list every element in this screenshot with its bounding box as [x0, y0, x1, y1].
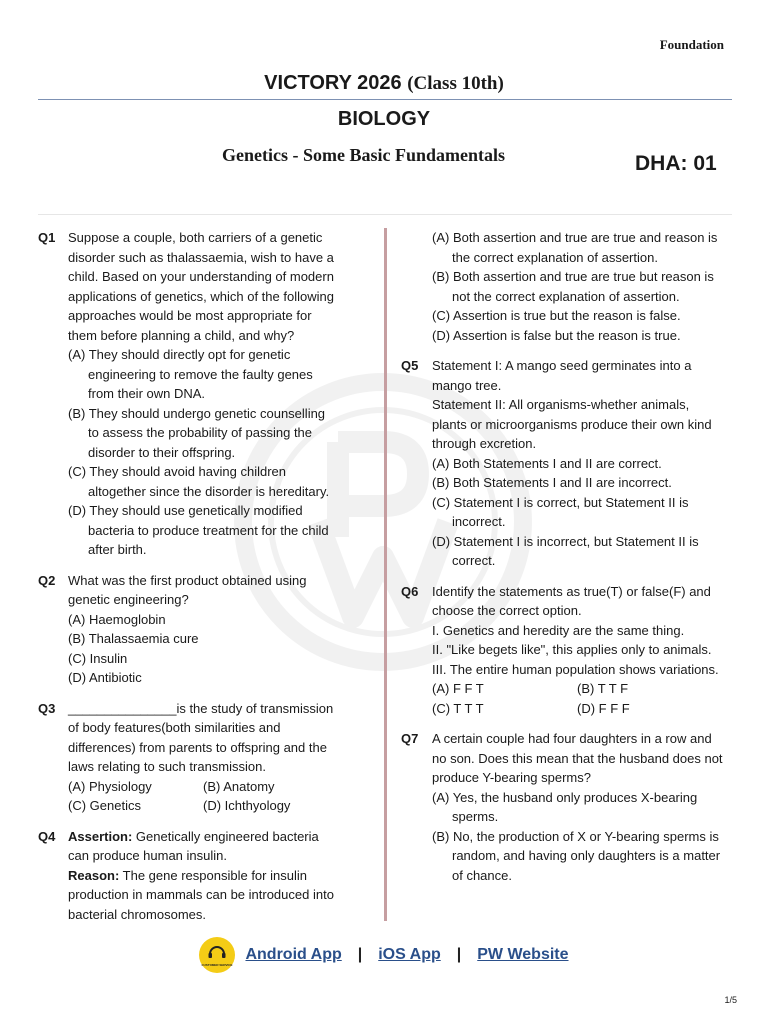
left-column	[38, 228, 338, 935]
option-d: (D) They should use genetically modified bacteria to produce treatment for the child after birth.	[68, 503, 329, 557]
question-text: Suppose a couple, both carriers of a genetic disorder such as thalassaemia, wish to have a child. Based on your understanding of modern applications of genetics, which of the following approaches would be most appropriate for them before planning a child, and why?	[68, 230, 334, 343]
right-column	[401, 228, 726, 896]
reason-text	[68, 866, 338, 925]
android-app-link[interactable]: Android App	[245, 946, 342, 963]
question-number: Q2	[38, 572, 56, 588]
option-b: (B) Thalassaemia cure	[68, 631, 199, 646]
option-d: (D) F F F	[577, 700, 630, 716]
options-row-2	[432, 699, 726, 719]
question-6	[401, 582, 726, 719]
pw-website-link[interactable]: PW Website	[477, 946, 569, 963]
option-d: (D) Assertion is false but the reason is true.	[432, 327, 681, 343]
question-3	[38, 699, 338, 816]
question-7	[401, 729, 726, 885]
question-number: Q1	[38, 230, 56, 245]
chapter-title: Genetics - Some Basic Fundamentals	[222, 145, 505, 165]
subject-heading: BIOLOGY	[337, 108, 431, 130]
statement-2: Statement II: All organisms-whether animals, plants or microorganisms produce their own kind through excretion.	[432, 397, 712, 451]
option-b: (B) Both Statements I and II are incorrect.	[432, 475, 672, 490]
question-number: Q7	[401, 731, 419, 746]
option-b: (B) Anatomy	[203, 778, 275, 794]
option-d: (D) Statement I is incorrect, but Statement II is correct.	[432, 533, 699, 568]
statement-3: III. The entire human population shows variations.	[432, 661, 719, 677]
page-number: 1/5	[724, 995, 737, 1005]
option-b: (B) No, the production of X or Y-bearing sperms is random, and having only daughters is a matter of chance.	[432, 828, 721, 883]
question-number: Q5	[401, 358, 419, 373]
title-class: (Class 10th)	[407, 73, 504, 94]
option-b: (B) They should undergo genetic counselling to assess the probability of passing the disorder to their offspring.	[68, 405, 326, 460]
option-c: (C) Assertion is true but the reason is false.	[432, 308, 681, 323]
question-1	[38, 228, 338, 560]
option-a: (A) Both Statements I and II are correct.	[432, 455, 662, 471]
option-c: (C) They should avoid having children altogether since the disorder is hereditary.	[68, 464, 330, 499]
question-text: A certain couple had four daughters in a row and no son. Does this mean that the husband does not produce Y-bearing sperms?	[432, 731, 723, 785]
statement-2: II. "Like begets like", this applies only to animals.	[432, 642, 712, 657]
assertion-body: Genetically engineered bacteria can produce human insulin.	[68, 828, 319, 863]
customer-service-icon[interactable]	[199, 937, 235, 973]
link-separator: |	[456, 946, 462, 963]
option-a: (A) Yes, the husband only produces X-bearing sperms.	[432, 789, 698, 824]
question-text: Identify the statements as true(T) or false(F) and choose the correct option.	[432, 583, 711, 618]
footer-links	[0, 937, 768, 973]
option-a: (A) Haemoglobin	[68, 611, 166, 627]
question-text: _______________is the study of transmission of body features(both similarities and differences) from parents to offspring and the laws relating to such transmission.	[68, 700, 334, 774]
question-text: What was the first product obtained using genetic engineering?	[68, 572, 307, 607]
headset-icon	[199, 937, 235, 973]
option-d: (D) Ichthyology	[203, 798, 291, 813]
statement-1: I. Genetics and heredity are the same thing.	[432, 622, 685, 638]
question-5	[401, 356, 726, 571]
option-b: (B) T T F	[577, 681, 629, 696]
option-b: (B) Both assertion and true are true but reason is not the correct explanation of assertion.	[432, 269, 714, 304]
question-number: Q4	[38, 828, 56, 844]
option-c: (C) Insulin	[68, 650, 128, 666]
statement-1: Statement I: A mango seed germinates into a mango tree.	[432, 358, 692, 393]
options-row-2	[68, 796, 338, 816]
question-4	[38, 827, 338, 925]
options-row-1	[432, 679, 726, 699]
question-number: Q3	[38, 700, 56, 716]
option-a: (A) They should directly opt for genetic engineering to remove the faulty genes from their own DNA.	[68, 347, 313, 401]
assertion-label: Assertion:	[68, 828, 133, 844]
brand-label: Foundation	[659, 37, 724, 52]
option-c: (C) Genetics	[68, 798, 141, 813]
question-2	[38, 571, 338, 688]
option-c: (C) T T T	[432, 700, 484, 716]
reason-label: Reason:	[68, 867, 120, 883]
column-divider	[384, 228, 387, 921]
header-rule	[38, 99, 732, 100]
option-a: (A) F F T	[432, 681, 484, 696]
option-d: (D) Antibiotic	[68, 670, 142, 685]
badge-text: CUSTOMER SERVICE	[201, 963, 233, 967]
option-a: (A) Both assertion and true are true and reason is the correct explanation of assertion.	[432, 230, 718, 265]
question-number: Q6	[401, 583, 419, 599]
assertion-text	[68, 827, 338, 866]
title-main: VICTORY 2026	[264, 72, 402, 94]
section-rule	[38, 214, 732, 215]
ios-app-link[interactable]: iOS App	[378, 946, 441, 963]
reason-body: The gene responsible for insulin production in mammals can be introduced into bacterial chromosomes.	[68, 867, 334, 922]
link-separator: |	[357, 946, 363, 963]
page-title	[0, 72, 768, 95]
option-a: (A) Physiology	[68, 778, 152, 794]
sheet-code: DHA: 01	[635, 152, 717, 175]
options-row-1	[68, 777, 338, 797]
option-c: (C) Statement I is correct, but Statement II is incorrect.	[432, 494, 689, 529]
question-4-options	[401, 228, 726, 345]
